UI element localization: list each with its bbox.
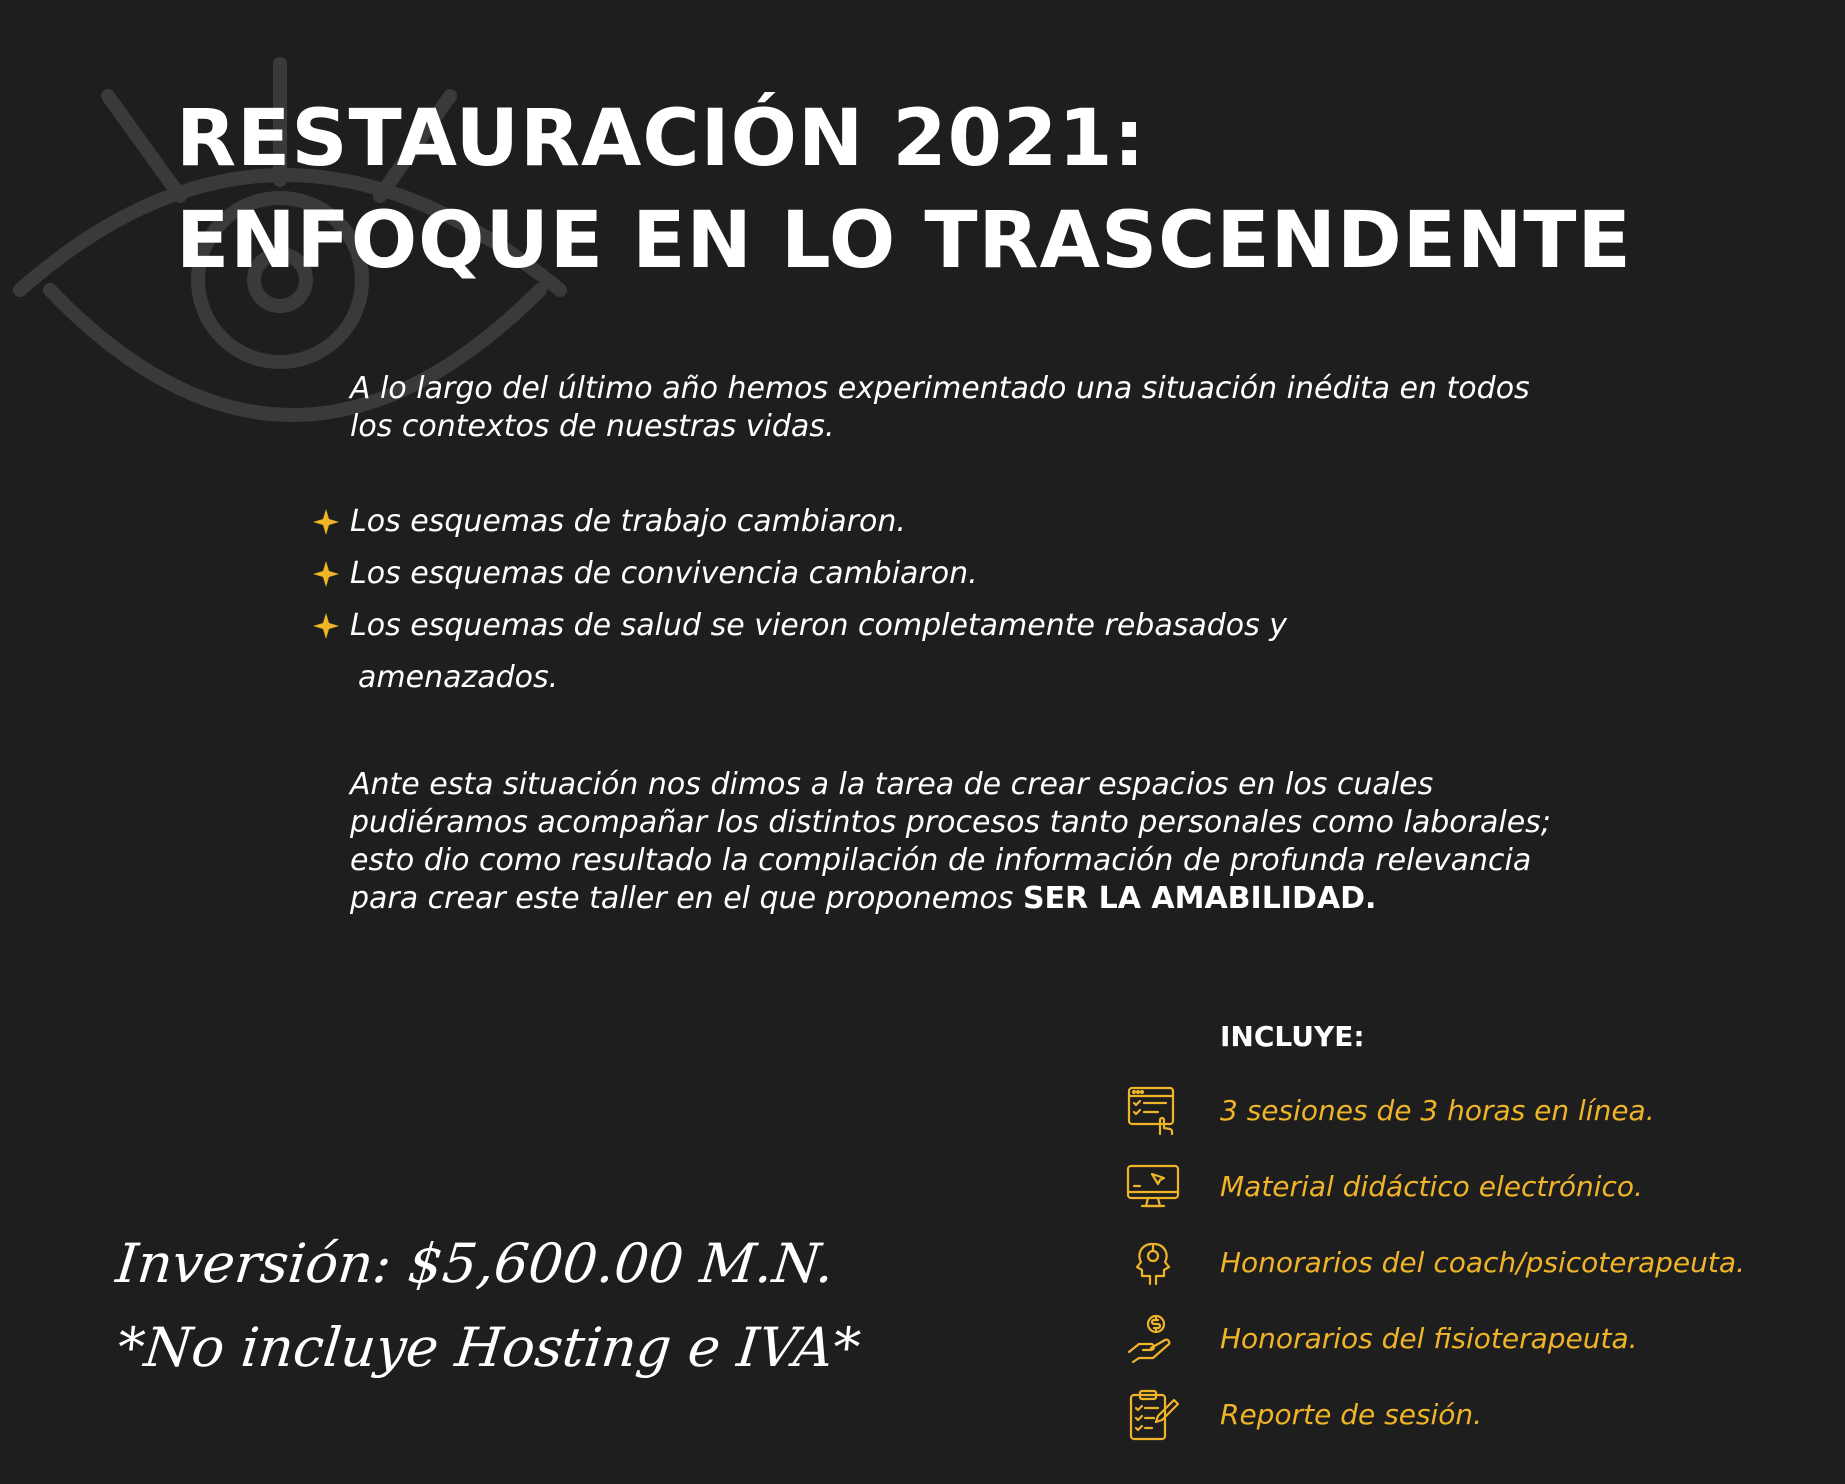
monitor-icon [1126, 1160, 1180, 1214]
star-bullet-icon [312, 508, 340, 536]
list-item-continuation: amenazados. [358, 660, 559, 695]
list-item [312, 548, 1512, 600]
body-emphasis: SER LA AMABILIDAD. [1022, 881, 1377, 916]
include-label: Honorarios del fisioterapeuta. [1220, 1322, 1638, 1355]
list-item [1126, 1228, 1845, 1304]
price-note: *No incluye Hosting e IVA* [114, 1316, 864, 1379]
list-item [1126, 1304, 1845, 1380]
online-session-icon [1126, 1084, 1180, 1138]
title-line-1: RESTAURACIÓN 2021: [176, 94, 1146, 184]
star-bullet-icon [312, 612, 340, 640]
include-label: Honorarios del coach/psicoterapeuta. [1220, 1246, 1745, 1279]
list-item-text: Los esquemas de salud se vieron completamente rebasados y [350, 608, 1288, 643]
investment-price: Inversión: $5,600.00 M.N. [113, 1232, 838, 1295]
star-bullet-icon [312, 560, 340, 588]
list-item-text: Los esquemas de convivencia cambiaron. [350, 556, 978, 591]
list-item [1126, 1076, 1845, 1152]
page-title [176, 88, 1632, 292]
intro-paragraph: A lo largo del último año hemos experimentado una situación inédita en todos los contextos de nuestras vidas. [350, 371, 1530, 444]
list-item-text: Los esquemas de trabajo cambiaron. [350, 504, 906, 539]
hand-coin-icon [1126, 1312, 1180, 1366]
title-line-2: ENFOQUE EN LO TRASCENDENTE [176, 196, 1632, 286]
include-label: Material didáctico electrónico. [1220, 1170, 1643, 1203]
includes-title: INCLUYE: [1220, 1020, 1365, 1053]
include-label: 3 sesiones de 3 horas en línea. [1220, 1094, 1655, 1127]
list-item [1126, 1380, 1845, 1456]
includes-list [1126, 1076, 1845, 1456]
body-text: Ante esta situación nos dimos a la tarea de crear espacios en los cuales pudiéramos acompañar los distintos procesos tanto personales como laborales; esto dio como resultado la compilación de información de profunda relevancia para crear este taller en el que proponemos [350, 767, 1551, 916]
body-paragraph [350, 766, 1570, 918]
price-block [103, 1222, 873, 1390]
heads-icon [1126, 1236, 1180, 1290]
list-item [1126, 1152, 1845, 1228]
clipboard-icon [1126, 1388, 1180, 1442]
list-item [312, 600, 1512, 704]
include-label: Reporte de sesión. [1220, 1398, 1483, 1431]
list-item [312, 496, 1512, 548]
changes-list [312, 496, 1512, 704]
